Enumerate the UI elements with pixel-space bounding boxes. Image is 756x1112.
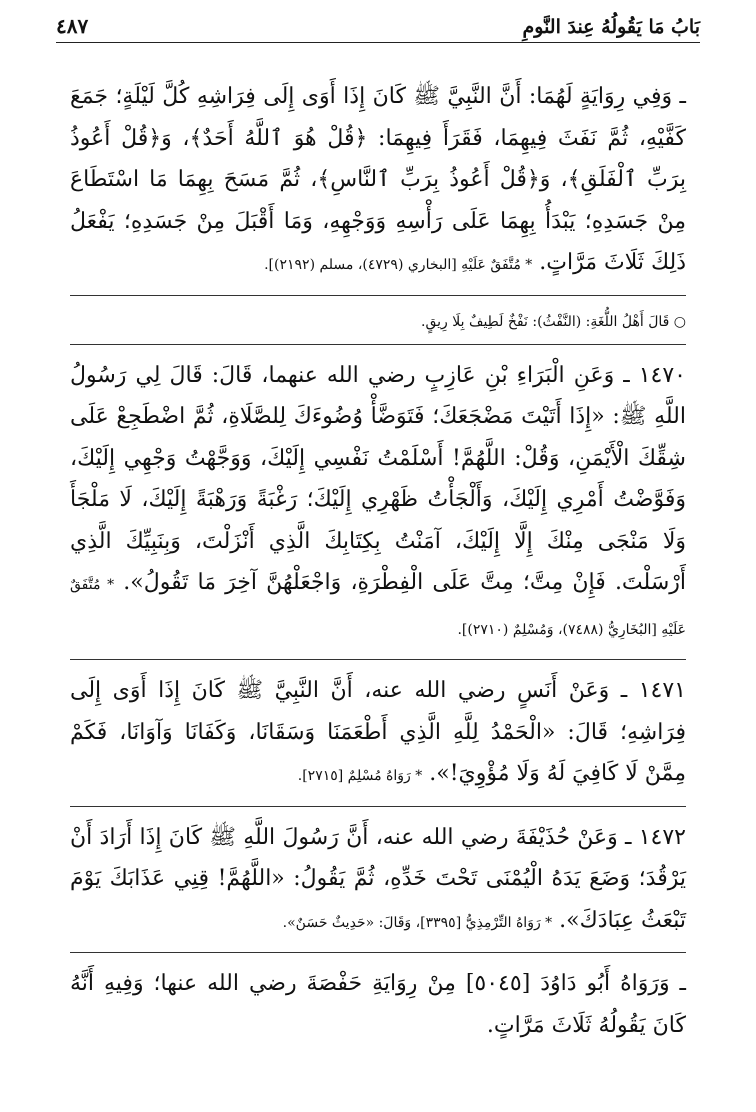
hadith-paragraph <box>70 670 686 798</box>
hadith-paragraph <box>70 817 686 945</box>
divider <box>70 344 686 345</box>
divider <box>70 295 686 296</box>
divider <box>70 659 686 660</box>
hadith-paragraph <box>70 355 686 652</box>
chapter-title: بَابُ مَا يَقُولُهُ عِندَ النَّومِ <box>522 16 700 38</box>
hadith-reference: * مُتَّفَقٌ عَلَيْهِ [البُخَارِيُّ (٧٤٨٨)، وَمُسْلِمٌ (٢٧١٠)]. <box>70 577 686 638</box>
hadith-reference: * مُتَّفَقٌ عَلَيْهِ [البخاري (٤٧٢٩)، مسلم (٢١٩٢)]. <box>264 257 533 273</box>
hadith-text: ـ وَرَوَاهُ أَبُو دَاوُدَ [٥٠٤٥] مِنْ رِوَايَةِ حَفْصَةَ رضي الله عنها؛ وَفِيهِ أَنَّهُ كَانَ يَقُولُهُ ثَلَاثَ مَرَّاتٍ. <box>70 971 686 1038</box>
hadith-text: ـ وَفِي رِوَايَةٍ لَهُمَا: أَنَّ النَّبِيَّ ﷺ كَانَ إِذَا أَوَى إِلَى فِرَاشِهِ كُلَّ لَيْلَةٍ؛ جَمَعَ كَفَّيْهِ، ثُمَّ نَفَثَ فِيهِمَا، فَقَرَأَ فِيهِمَا: ﴿قُلْ هُوَ ٱللَّهُ أَحَدٌ﴾، وَ﴿قُلْ أَعُوذُ بِرَبِّ ٱلْفَلَقِ﴾، وَ﴿قُلْ أَعُوذُ بِرَبِّ ٱلنَّاسِ﴾، ثُمَّ مَسَحَ بِهِمَا مَا اسْتَطَاعَ مِنْ جَسَدِهِ؛ يَبْدَأُ بِهِمَا عَلَى رَأْسِهِ وَوَجْهِهِ، وَمَا أَقْبَلَ مِنْ جَسَدِهِ؛ يَفْعَلُ ذَلِكَ ثَلَاثَ مَرَّاتٍ. <box>70 84 686 275</box>
hadith-paragraph <box>70 76 686 287</box>
page-header <box>56 6 700 43</box>
language-note: ○ قَالَ أَهْلُ اللُّغَةِ: (النَّفْثُ): نَفْخٌ لَطِيفٌ بِلَا رِيقٍ. <box>421 313 686 330</box>
hadith-reference: * رَوَاهُ التِّرْمِذِيُّ [٣٣٩٥]، وَقَالَ: «حَدِيثٌ حَسَنٌ». <box>282 914 553 931</box>
page-number: ٤٨٧ <box>56 14 89 38</box>
hadith-reference: * رَوَاهُ مُسْلِمٌ [٢٧١٥]. <box>297 768 423 784</box>
hadith-text: ١٤٧٠ ـ وَعَنِ الْبَرَاءِ بْنِ عَازِبٍ رضي الله عنهما، قَالَ: قَالَ لِي رَسُولُ اللَّهِ ﷺ: «إِذَا أَتَيْتَ مَضْجَعَكَ؛ فَتَوَضَّأْ وُضُوءَكَ لِلصَّلَاةِ، ثُمَّ اضْطَجِعْ عَلَى شِقِّكَ الْأَيْمَنِ، وَقُلْ: اللَّهُمَّ! أَسْلَمْتُ نَفْسِي إِلَيْكَ، وَوَجَّهْتُ وَجْهِي إِلَيْكَ، وَفَوَّضْتُ أَمْرِي إِلَيْكَ، وَأَلْجَأْتُ ظَهْرِي إِلَيْكَ؛ رَغْبَةً وَرَهْبَةً إِلَيْكَ، لَا مَلْجَأَ وَلَا مَنْجَى مِنْكَ إِلَّا إِلَيْكَ، آمَنْتُ بِكِتَابِكَ الَّذِي أَنْزَلْتَ، وَبِنَبِيِّكَ الَّذِي أَرْسَلْتَ. فَإِنْ مِتَّ؛ مِتَّ عَلَى الْفِطْرَةِ، وَاجْعَلْهُنَّ آخِرَ مَا تَقُولُ». <box>70 362 686 595</box>
hadith-text: ١٤٧١ ـ وَعَنْ أَنَسٍ رضي الله عنه، أَنَّ النَّبِيَّ ﷺ كَانَ إِذَا أَوَى إِلَى فِرَاشِهِ؛ قَالَ: «الْحَمْدُ لِلَّهِ الَّذِي أَطْعَمَنَا وَسَقَانَا، وَكَفَانَا وَآوَانَا، فَكَمْ مِمَّنْ لَا كَافِيَ لَهُ وَلَا مُؤْوِيَ!». <box>70 678 686 786</box>
hadith-paragraph <box>70 963 686 1046</box>
page-content <box>70 76 686 1046</box>
divider <box>70 952 686 953</box>
divider <box>70 806 686 807</box>
hadith-text: ١٤٧٢ ـ وَعَنْ حُذَيْفَةَ رضي الله عنه، أَنَّ رَسُولَ اللَّهِ ﷺ كَانَ إِذَا أَرَادَ أَنْ يَرْقُدَ؛ وَضَعَ يَدَهُ الْيُمْنَى تَحْتَ خَدِّهِ، ثُمَّ يَقُولُ: «اللَّهُمَّ! قِنِي عَذَابَكَ يَوْمَ تَبْعَثُ عِبَادَكَ». <box>70 824 686 933</box>
